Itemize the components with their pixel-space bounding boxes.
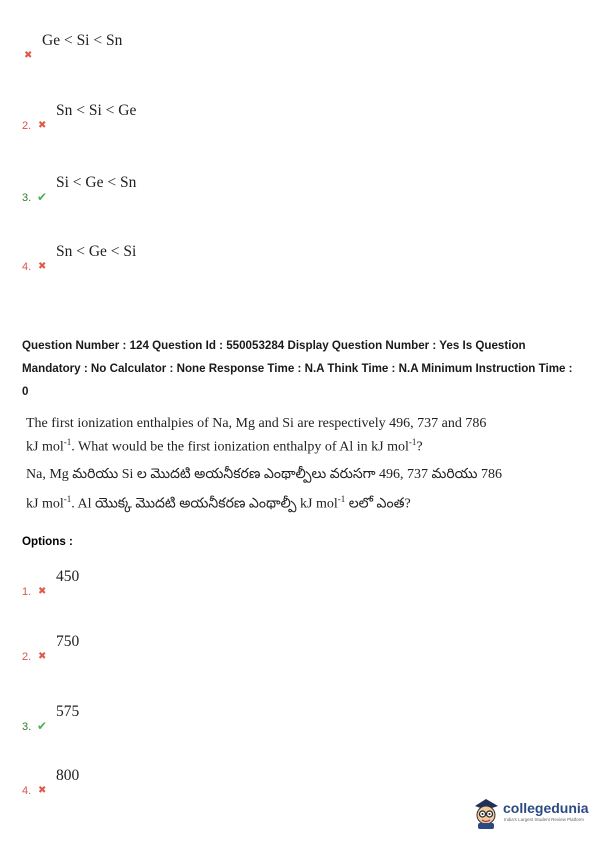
cross-icon: ✖ [38,785,47,796]
option-4 [22,767,322,797]
option-number: 2. [22,120,32,132]
option-number: 4. [22,261,32,273]
question-telugu [26,463,581,517]
option-text: 450 [56,568,80,585]
question-en-line2: . What would be the first ionization enthalpy of Al in kJ mol [71,439,409,455]
option-number: 2. [22,651,32,663]
question-en-line1: The first ionization enthalpies of Na, Mg and Si are respectively 496, 737 and 786 [26,416,487,431]
option-text: 575 [56,703,80,720]
option-3 [22,703,322,733]
option-text: Ge < Si < Sn [42,32,123,49]
question-english [26,415,576,457]
option-text: Sn < Si < Ge [56,102,137,119]
prev-option-3 [22,174,322,204]
logo-brand: collegedunia [503,800,589,816]
prev-option-4 [22,243,322,273]
superscript: -1 [63,494,72,504]
option-number: 4. [22,785,32,797]
option-text: Si < Ge < Sn [56,174,137,191]
question-te-end: లలో ఎంత? [345,496,411,512]
options-label: Options : [22,535,73,548]
superscript: -1 [408,437,417,447]
logo-tagline: India's Largest Student Review Platform [504,817,584,822]
question-metadata: Question Number : 124 Question Id : 550053284 Display Question Number : Yes Is Question Mandatory : No Calculator : None Response Time : N.A Think Time : N.A Minimum Instruction Time : 0 [22,339,573,398]
mascot-icon [471,796,501,830]
prev-option-1 [22,32,322,62]
option-1 [22,568,322,598]
collegedunia-logo [471,796,589,832]
option-2 [22,633,322,663]
cross-icon: ✖ [38,651,47,662]
option-number: 3. [22,721,32,733]
question-en-end: ? [416,439,423,455]
superscript: -1 [337,494,346,504]
cross-icon: ✖ [38,261,47,272]
check-icon: ✔ [37,719,48,733]
cross-icon: ✖ [38,120,47,131]
question-te-line1: Na, Mg మరియు Si ల మొదటి అయనీకరణ ఎంథాల్పీలు వరుసగా 496, 737 మరియు 786 [26,467,503,482]
option-text: 750 [56,633,80,650]
question-te-line2: . Al యొక్క మొదటి అయనీకరణ ఎంథాల్పీ kJ mol [71,496,338,512]
question-en-unit: kJ mol [26,439,64,455]
option-text: 800 [56,767,80,784]
cross-icon: ✖ [38,586,47,597]
superscript: -1 [63,437,72,447]
check-icon: ✔ [37,190,48,204]
prev-option-2 [22,102,322,132]
option-number: 1. [22,586,32,598]
cross-icon: ✖ [24,50,33,61]
option-number: 3. [22,192,32,204]
option-text: Sn < Ge < Si [56,243,137,260]
question-te-unit: kJ mol [26,496,64,512]
